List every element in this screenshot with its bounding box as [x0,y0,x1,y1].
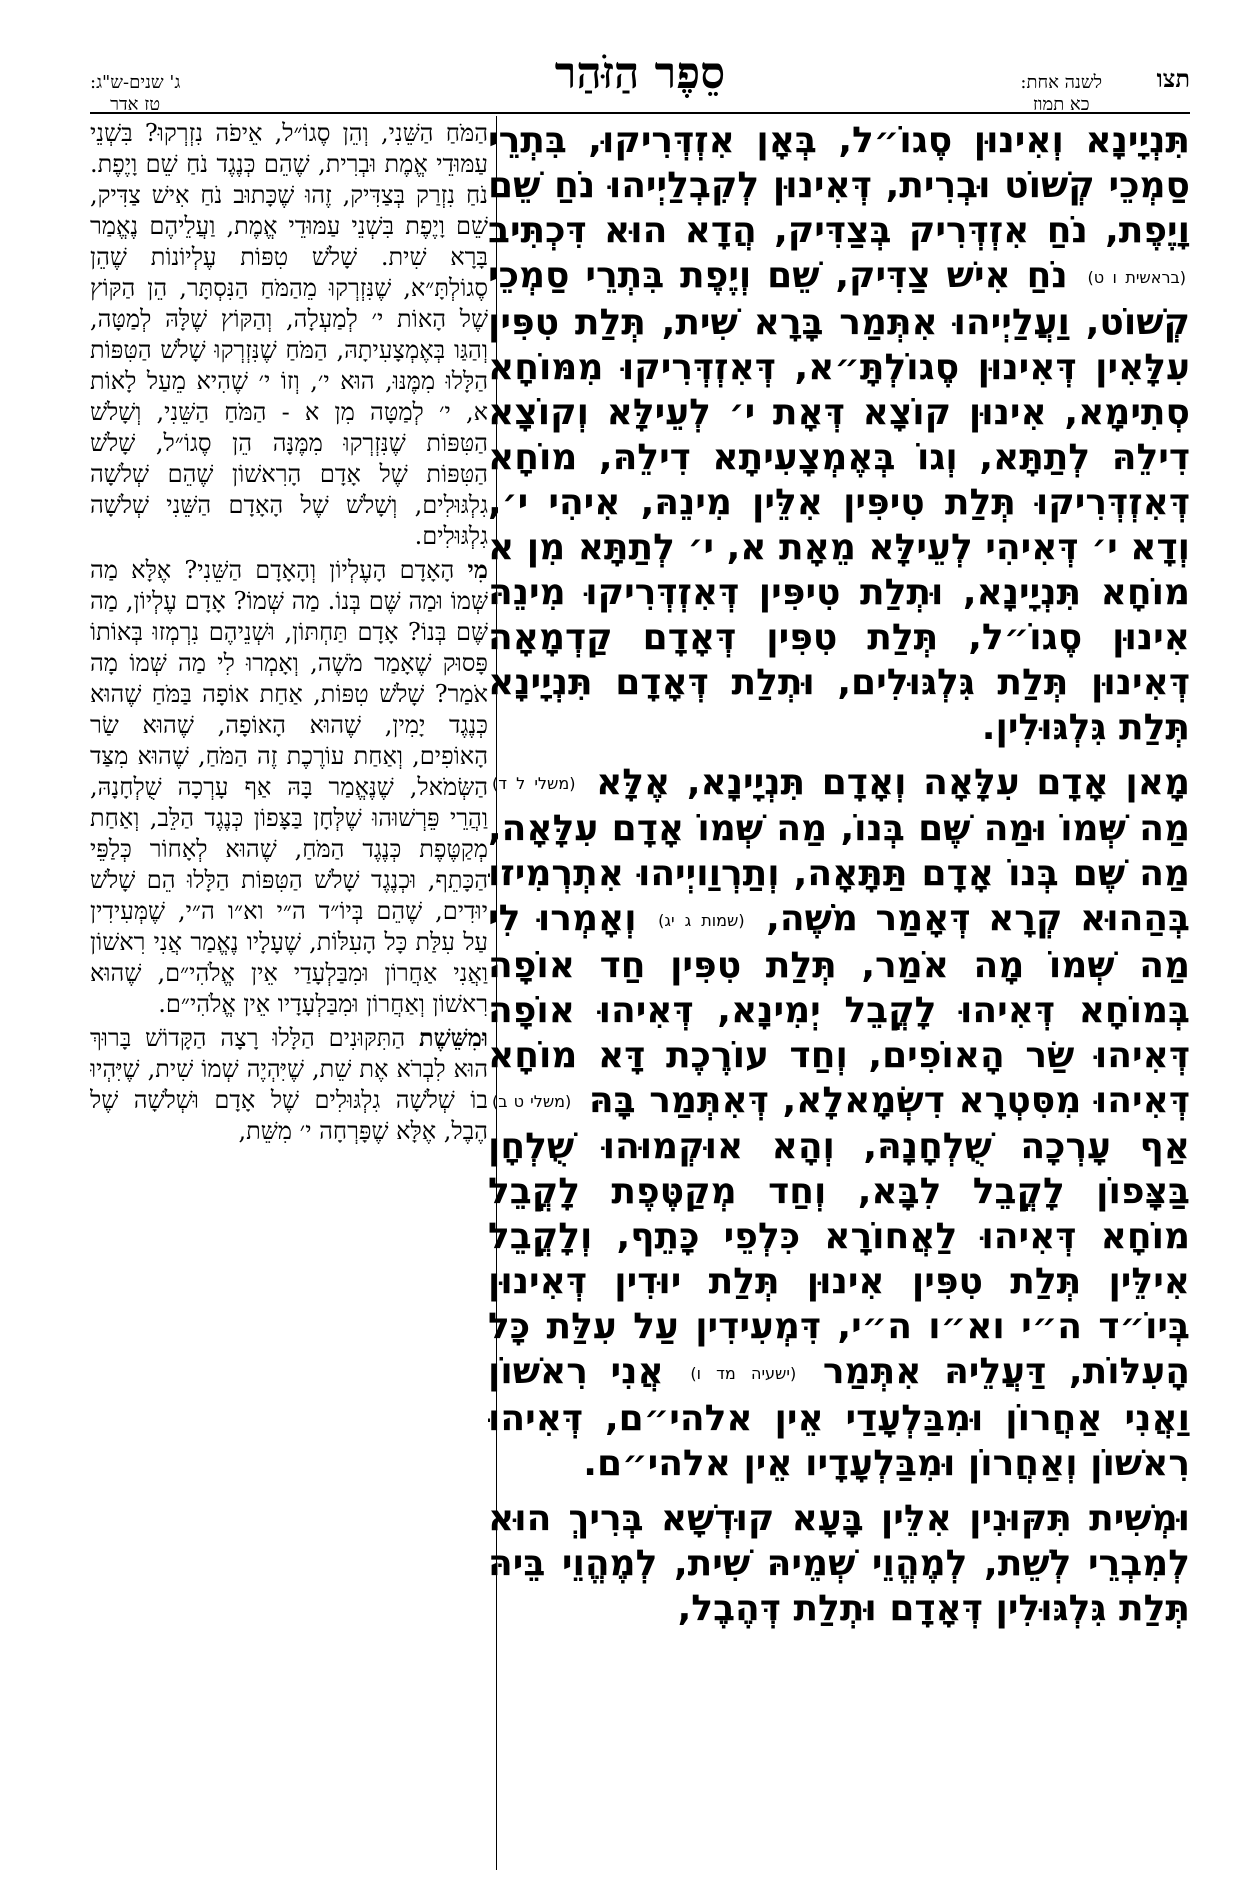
commentary-lead-word: וּמִשֵּׁשֶׁת [419,1023,488,1052]
main-text: מַה שְּׁמוֹ וּמַה שֶּׁם בְּנוֹ, מַה שְּׁמוֹ אָדָם עִלָּאָה, מַה שֶּׁם בְּנוֹ אָדָם תַּתָּאָה, וְתַרְוַויְיהוּ אִתְרְמִיזוּ בְּהַהוּא קְרָא דְּאָמַר מֹשֶׁה, [488,808,1190,939]
commentary-text: הַמֹּחַ הַשֵּׁנִי, וְהֵן סֶגוֹ״ל, אֵיפֹה נִזְרְקוּ? בִּשְׁנֵי עַמּוּדֵי אֱמֶת וּבְרִית, שֶׁהֵם כְּנֶגֶד נֹחַ שֵׁם וָיֶפֶת. נֹחַ נִזְרַק בְּצַדִּיק, זֶהוּ שֶׁכָּתוּב נֹחַ אִישׁ צַדִּיק, שֵׁם וָיֶפֶת בִּשְׁנֵי עַמּוּדֵי אֱמֶת, וַעֲלֵיהֶם נֶאֱמַר בָּרָא שִׁית. שָׁלֹשׁ טִפּוֹת עֶלְיוֹנוֹת שֶׁהֵן סֶגוֹלְתָּ״א, שֶׁנִּזְרְקוּ מֵהַמֹּחַ הַנִּסְתָּר, הֵן הַקּוֹץ שֶׁל הָאוֹת י׳ לְמַעְלָה, וְהַקּוֹץ שֶׁלָּהּ לְמַטָּה, וְהַגַּו בְּאֶמְצָעִיתָהּ, הַמֹּחַ שֶׁנִּזְרְקוּ שָׁלֹשׁ הַטִּפּוֹת הַלָּלוּ מִמֶּנּוּ, הוּא י׳, וְזוֹ י׳ שֶׁהִיא מֵעַל לָאוֹת א, י׳ לְמַטָּה מִן א - הַמֹּחַ הַשֵּׁנִי, וְשָׁלֹשׁ הַטִּפּוֹת שֶׁנִּזְרְקוּ מִמֶּנָּה הֵן סֶגוֹ״ל, שָׁלֹשׁ הַטִּפּוֹת שֶׁל אָדָם הָרִאשׁוֹן שֶׁהֵם שְׁלֹשָׁה גִלְגּוּלִים, וְשָׁלֹשׁ שֶׁל הָאָדָם הַשֵּׁנִי שְׁלֹשָׁה גִלְגּוּלִים. [90,119,488,550]
commentary-paragraph [90,554,488,1020]
source-citation: (משלי ט ב) [492,1092,572,1111]
main-paragraph [488,118,1190,750]
commentary-paragraph [90,1022,488,1147]
main-text: אֲנִי רִאשׁוֹן וַאֲנִי אַחֲרוֹן וּמִבַּלְעָדַי אֵין אלהי״ם, דְּאִיהוּ רִאשׁוֹן וְאַחֲרוֹן וּמִבַּלְעָדָיו אֵין אלהי״ם. [488,1351,1190,1484]
main-paragraph [488,760,1190,1486]
commentary-text: הָאָדָם הָעֶלְיוֹן וְהָאָדָם הַשֵּׁנִי? אֶלָּא מַה שְּׁמוֹ וּמַה שֶּׁם בְּנוֹ. מַה שְּׁמוֹ? אָדָם עֶלְיוֹן, מַה שֶּׁם בְּנוֹ? אָדָם תַּחְתּוֹן, וּשְׁנֵיהֶם נִרְמְזוּ בְּאוֹתוֹ פָּסוּק שֶׁאָמַר מֹשֶׁה, וְאָמְרוּ לִי מַה שְּׁמוֹ מָה אֹמַר? שָׁלֹשׁ טִפּוֹת, אַחַת אוֹפָה בַּמֹּחַ שֶׁהוּא כְּנֶגֶד יָמִין, שֶׁהוּא הָאוֹפָה, שֶׁהוּא שַׂר הָאוֹפִים, וְאַחַת עוֹרֶכֶת זֶה הַמֹּחַ, שֶׁהוּא מִצַּד הַשְּׂמֹאל, שֶׁנֶּאֱמַר בָּהּ אַף עָרְכָה שֻׁלְחָנָהּ, וַהֲרֵי פֵּרְשׁוּהוּ שֶׁלְּחָן בַּצָּפוֹן כְּנֶגֶד הַלֵּב, וְאַחַת מְקַטֶּפֶת כְּנֶגֶד הַמֹּחַ, שֶׁהוּא לְאָחוֹר כְּלַפֵּי הַכָּתֵף, וּכְנֶגֶד שָׁלֹשׁ הַטִּפּוֹת הַלָּלוּ הֵם שָׁלֹשׁ יוּדִים, שֶׁהֵם בְּיוֹ״ד ה״י וא״ו ה״י, שֶׁמְּעִידִין עַל עִלַּת כָּל הָעִלּוֹת, שֶׁעָלָיו נֶאֱמַר אֲנִי רִאשׁוֹן וַאֲנִי אַחֲרוֹן וּמִבַּלְעָדַי אֵין אֱלֹהִי״ם, שֶׁהוּא רִאשׁוֹן וְאַחֲרוֹן וּמִבַּלְעָדָיו אֵין אֱלֹהִי״ם. [90,556,488,1018]
source-citation: (ישעיה מד ו) [690,1363,797,1383]
main-text: וְאָמְרוּ לִי מַה שְּׁמוֹ מָה אֹמַר, תְּלַת טִפִּין חַד אוֹפָה בְּמוֹחָא דְּאִיהוּ לָקֳבֵל יְמִינָא, דְּאִיהוּ אוֹפָה דְּאִיהוּ שַׂר הָאוֹפִים, וְחַד עוֹרֶכֶת דָּא מוֹחָא דְּאִיהוּ מִסִּטְרָא דִשְׂמָאלָא, דְּאִתְּמַר בָּהּ [488,898,1190,1121]
commentary-lead-word: מִי [467,555,488,584]
page-number: תצו [1156,64,1190,93]
main-text: מָאן אָדָם עִלָּאָה וְאָדָם תִּנְיָינָא, אֶלָּא [596,761,1190,803]
main-text: אַף עָרְכָה שֻׁלְחָנָהּ, וְהָא אוּקְמוּהוּ שֻׁלְחָן בַּצָּפוֹן לָקֳבֵל לִבָּא, וְחַד מְקַטֶּפֶת לָקֳבֵל מוֹחָא דְּאִיהוּ לַאֲחוֹרָא כִּלְפֵי כָּתֵף, וְלָקֳבֵל אִילֵּין תְּלַת טִפִּין אִינוּן תְּלַת יוּדִין דְּאִינוּן בְּיוֹ״ד ה״י וא״ו ה״י, דִּמְעִידִין עַל עִלַּת כָּל הָעִלּוֹת, דַּעֲלֵיהּ אִתְּמַר [488,1126,1190,1392]
main-text-column [488,118,1190,1873]
page-header [90,30,1190,120]
commentary-column [90,118,488,1873]
book-title: סֵפֶר הַזֹּהַר [554,48,726,99]
main-paragraph [488,1496,1190,1631]
main-text: תִּנְיָינָא וְאִינוּן סֶגוֹ״ל, בְּאָן אִזְדְּרִיקוּ, בִּתְרֵי סַמְכֵי קְשׁוֹט וּבְרִית, דְּאִינוּן לְקִבְלַיְיהוּ נֹחַ שֵׁם וָיֶפֶת, נֹחַ אִזְדְּרִיק בְּצַדִּיק, הֲדָא הוּא דִּכְתִּיב [488,120,1190,251]
main-text: נֹחַ אִישׁ צַדִּיק, שֵׁם וְיֶפֶת בִּתְרֵי סַמְכֵי קְשׁוֹט, וַעֲלַיְיהוּ אִתְּמַר בָּרָא שִׁית, תְּלַת טִפִּין עִלָּאִין דְּאִינוּן סֶגוֹלְתָּ״א, דְּאִזְדְּרִיקוּ מִמּוֹחָא סְתִימָא, אִינוּן קוֹצָא דְּאָת י׳ לְעֵילָּא וְקוֹצָא דִילֵהּ לְתַתָּא, וְגוֹ בְּאֶמְצָעִיתָא דִילֵהּ, מוֹחָא דְּאִזְדְּרִיקוּ תְּלַת טִיפִּין אִלֵּין מִינֵהּ, אִיהִי י׳, וְדָא י׳ דְּאִיהִי לְעֵילָּא מֵאָת א, י׳ לְתַתָּא מִן א מוֹחָא תִּנְיָינָא, וּתְלַת טִיפִּין דְּאִזְדְּרִיקוּ מִינֵהּ אִינוּן סֶגוֹ״ל, תְּלַת טִפִּין דְּאָדָם קַדְמָאָה דְּאִינוּן תְּלַת גִּלְגּוּלִים, וּתְלַת דְּאָדָם תִּנְיָינָא תְּלַת גִּלְגּוּלִין. [488,255,1190,748]
header-left-info [90,72,180,116]
source-citation: (בראשית ו ט) [1087,267,1186,287]
reading-plan-label: לשנה אחת: [1020,72,1102,93]
main-text: וּמְשִׁית תִּקּוּנִין אִלֵּין בָּעָא קוּדְשָׁא בְּרִיךְ הוּא לְמִבְרֵי לְשֵׁת, לְמֶהֱוֵי שְׁמֵיהּ שִׁית, לְמֶהֱוֵי בֵּיהּ תְּלַת גִּלְגּוּלִין דְּאָדָם וּתְלַת דְּהֶבֶל, [488,1497,1190,1629]
source-citation: (שמות ג יג) [658,910,745,930]
reading-date-alt: טז אדר [110,94,161,115]
header-rule [90,112,1190,114]
commentary-paragraph [90,118,488,552]
commentary-text: הַתִּקּוּנִים הַלָּלוּ רָצָה הַקָּדוֹשׁ בָּרוּךְ הוּא לִבְרֹא אֶת שֵׁת, שֶׁיִּהְיֶה שְׁמוֹ שִׁית, שֶׁיִּהְיוּ בוֹ שְׁלֹשָׁה גִלְגּוּלִים שֶׁל אָדָם וּשְׁלֹשָׁה שֶׁל הֶבֶל, אֶלָּא שֶׁפָּרְחָה י׳ מִשֵּׁת, [90,1024,488,1145]
reading-plan-label-alt: ג' שנים-ש"ג: [90,72,181,93]
source-citation: (משלי ל ד) [492,774,576,793]
reading-date: כא תמוז [1032,94,1090,115]
